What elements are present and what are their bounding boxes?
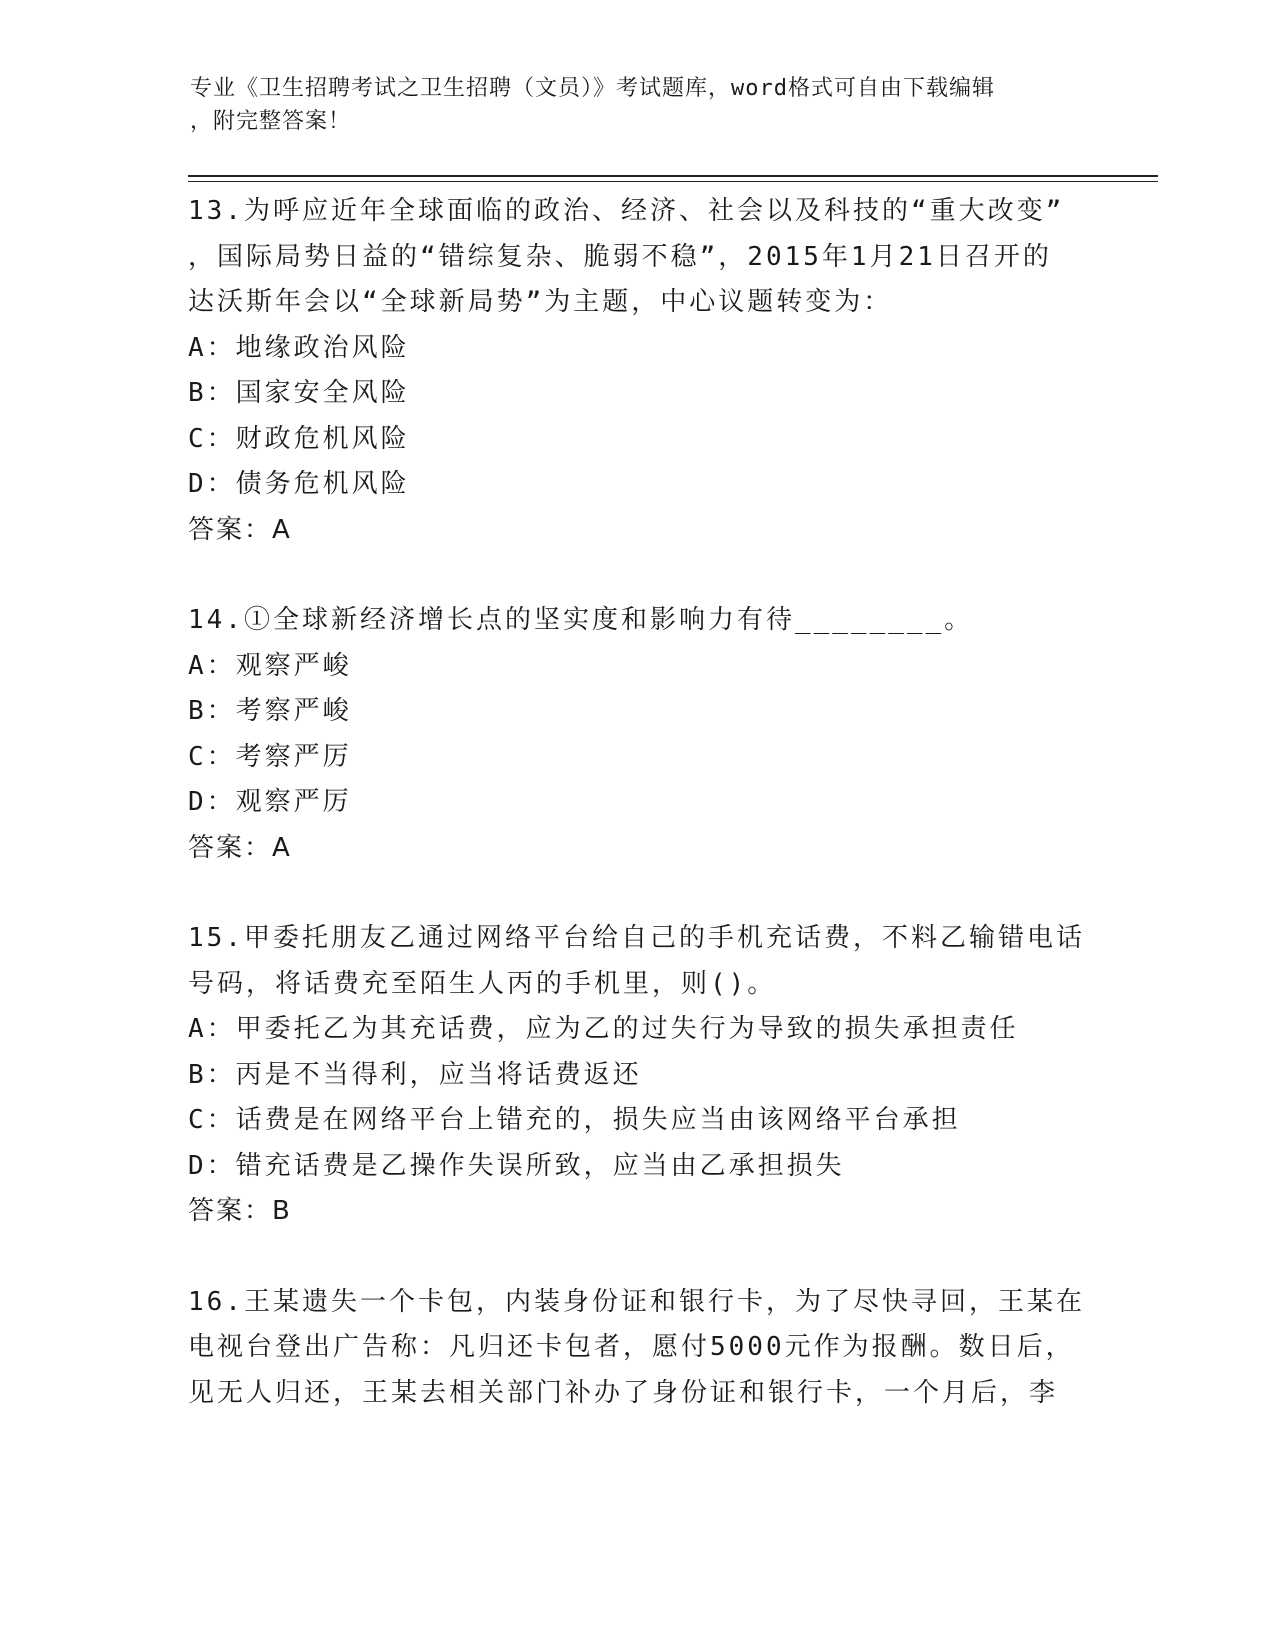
question-stem-line: 13.为呼应近年全球面临的政治、经济、社会以及科技的“重大改变” xyxy=(188,196,1065,226)
option-c: C：话费是在网络平台上错充的，损失应当由该网络平台承担 xyxy=(188,1105,961,1135)
question-14 xyxy=(188,598,1108,871)
question-stem-line: 14.①全球新经济增长点的坚实度和影响力有待________。 xyxy=(188,605,974,635)
option-a: A：观察严峻 xyxy=(188,650,352,681)
question-15 xyxy=(188,916,1108,1235)
answer-label: 答案：A xyxy=(188,832,292,863)
option-c: C：财政危机风险 xyxy=(188,423,410,454)
option-d: D：债务危机风险 xyxy=(188,469,410,499)
option-c: C：考察严厉 xyxy=(188,741,352,772)
question-stem-line: 达沃斯年会以“全球新局势”为主题，中心议题转变为： xyxy=(188,287,893,317)
option-a: A：地缘政治风险 xyxy=(188,332,410,363)
header-line: ，附完整答案！ xyxy=(190,109,352,134)
question-stem-line: 号码，将话费充至陌生人丙的手机里，则()。 xyxy=(188,968,777,999)
question-13 xyxy=(188,189,1108,553)
question-list xyxy=(188,189,1108,1416)
question-stem-line: 见无人归还，王某去相关部门补办了身份证和银行卡，一个月后，李 xyxy=(188,1377,1059,1408)
question-stem-line: 电视台登出广告称：凡归还卡包者，愿付5000元作为报酬。数日后， xyxy=(188,1332,1075,1362)
answer-label: 答案：B xyxy=(188,1196,292,1226)
option-d: D：错充话费是乙操作失误所致，应当由乙承担损失 xyxy=(188,1150,845,1181)
question-stem-line: 15.甲委托朋友乙通过网络平台给自己的手机充话费，不料乙输错电话 xyxy=(188,923,1085,953)
header-divider-thick xyxy=(188,175,1158,177)
option-a: A：甲委托乙为其充话费，应为乙的过失行为导致的损失承担责任 xyxy=(188,1014,1019,1044)
option-b: B：考察严峻 xyxy=(188,696,352,726)
option-d: D：观察严厉 xyxy=(188,787,352,817)
document-header xyxy=(190,72,1090,138)
question-stem-line: ，国际局势日益的“错综复杂、脆弱不稳”，2015年1月21日召开的 xyxy=(188,241,1052,272)
option-b: B：丙是不当得利，应当将话费返还 xyxy=(188,1059,642,1090)
question-stem-line: 16.王某遗失一个卡包，内装身份证和银行卡，为了尽快寻回，王某在 xyxy=(188,1286,1085,1317)
header-line: 专业《卫生招聘考试之卫生招聘（文员）》考试题库，word格式可自由下载编辑 xyxy=(190,76,995,101)
question-16 xyxy=(188,1280,1108,1417)
answer-label: 答案：A xyxy=(188,514,292,545)
option-b: B：国家安全风险 xyxy=(188,378,410,408)
header-divider-thin xyxy=(188,181,1158,182)
